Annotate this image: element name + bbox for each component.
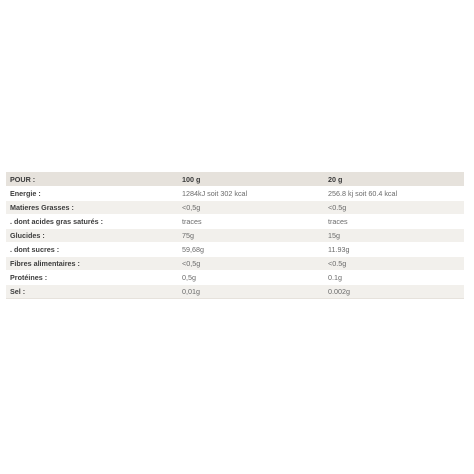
row-value-20g: <0.5g [324, 257, 464, 271]
row-value-20g: 256.8 kj soit 60.4 kcal [324, 187, 464, 201]
table-row [6, 215, 464, 229]
table-row [6, 243, 464, 257]
row-value-20g: 0.1g [324, 271, 464, 285]
row-label: . dont acides gras saturés : [6, 215, 178, 229]
header-100g: 100 g [178, 172, 324, 187]
table-row [6, 285, 464, 299]
row-value-100g: traces [178, 215, 324, 229]
row-value-20g: 0.002g [324, 285, 464, 299]
row-value-100g: <0,5g [178, 201, 324, 215]
row-label: Protéines : [6, 271, 178, 285]
row-value-20g: traces [324, 215, 464, 229]
row-value-100g: <0,5g [178, 257, 324, 271]
row-value-100g: 1284kJ soit 302 kcal [178, 187, 324, 201]
row-value-100g: 59,68g [178, 243, 324, 257]
row-value-20g: 11.93g [324, 243, 464, 257]
header-20g: 20 g [324, 172, 464, 187]
table-row [6, 201, 464, 215]
table-row [6, 271, 464, 285]
row-label: Matieres Grasses : [6, 201, 178, 215]
row-value-100g: 75g [178, 229, 324, 243]
table-row [6, 257, 464, 271]
row-value-20g: 15g [324, 229, 464, 243]
row-label: Glucides : [6, 229, 178, 243]
row-value-20g: <0.5g [324, 201, 464, 215]
table-header-row [6, 172, 464, 187]
row-value-100g: 0,5g [178, 271, 324, 285]
row-label: Sel : [6, 285, 178, 299]
row-label: . dont sucres : [6, 243, 178, 257]
row-label: Fibres alimentaires : [6, 257, 178, 271]
nutrition-table [6, 172, 464, 299]
header-pour: POUR : [6, 172, 178, 187]
row-label: Energie : [6, 187, 178, 201]
table-row [6, 187, 464, 201]
table-row [6, 229, 464, 243]
row-value-100g: 0,01g [178, 285, 324, 299]
